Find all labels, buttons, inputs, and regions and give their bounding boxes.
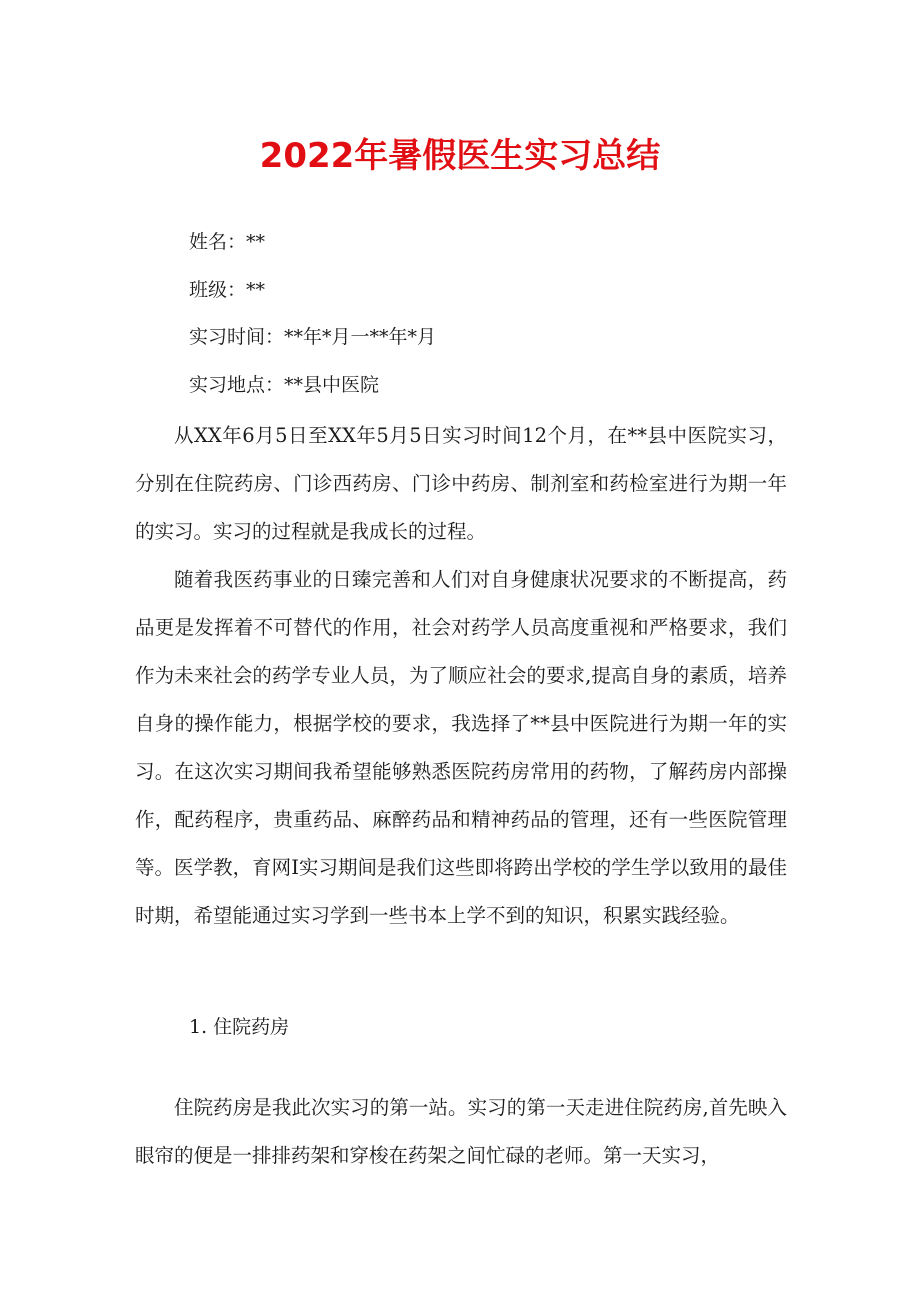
paragraph-section-1: 住院药房是我此次实习的第一站。实习的第一天走进住院药房,首先映入眼帘的便是一排排药架和穿梭在药架之间忙碌的老师。第一天实习， xyxy=(135,1096,787,1167)
document-title: 2022年暑假医生实习总结 xyxy=(259,136,661,176)
field-name: 姓名：** xyxy=(189,231,266,253)
paragraph-motivation: 随着我医药事业的日臻完善和人们对自身健康状况要求的不断提高，药品更是发挥着不可替代的作用，社会对药学人员高度重视和严格要求，我们作为未来社会的药学专业人员，为了顺应社会的要求,提高自身的素质，培养自身的操作能力，根据学校的要求，我选择了**县中医院进行为期一年的实习。在这次实习期间我希望能够熟悉医院药房常用的药物，了解药房内部操作，配药程序，贵重药品、麻醉药品和精神药品的管理，还有一些医院管理等。医学教，育网I实习期间是我们这些即将跨出学校的学生学以致用的最佳时期，希望能通过实习学到一些书本上学不到的知识，积累实践经验。 xyxy=(135,568,787,927)
paragraph-intro: 从XX年6月5日至XX年5月5日实习时间12个月，在**县中医院实习，分别在住院药房、门诊西药房、门诊中药房、制剂室和药检室进行为期一年的实习。实习的过程就是我成长的过程。 xyxy=(135,424,787,543)
field-class: 班级：** xyxy=(189,279,266,301)
section-heading: 1. 住院药房 xyxy=(189,1016,290,1038)
field-location: 实习地点：**县中医院 xyxy=(189,374,380,396)
field-period: 实习时间：**年*月一**年*月 xyxy=(189,326,437,348)
